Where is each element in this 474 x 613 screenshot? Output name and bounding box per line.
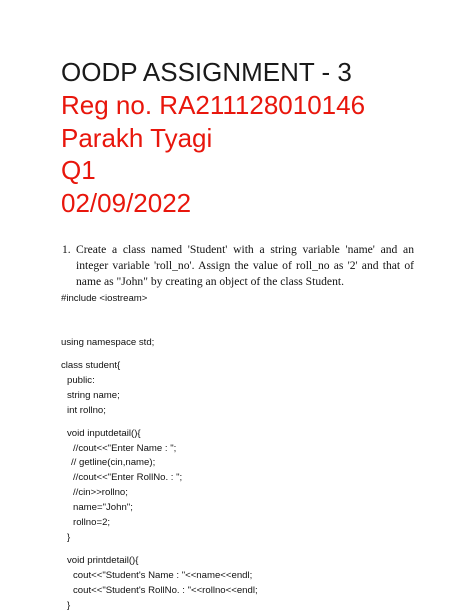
code-line: //cout<<"Enter RollNo. : "; [73,472,183,483]
code-line: public: [67,375,95,386]
code-line: int rollno; [67,405,106,416]
code-line: // getline(cin,name); [71,457,156,468]
question-item [62,242,414,290]
assignment-title: OODP ASSIGNMENT - 3 [61,57,352,87]
code-line: } [67,600,71,611]
code-line: rollno=2; [73,517,111,528]
code-line: string name; [67,390,120,401]
question-text: Create a class named 'Student' with a string variable 'name' and an integer variable 'roll_no'. Assign the value of roll_no as '2' and that of name as "John" by creating an object of the class Student. [76,243,414,288]
code-line: class student{ [61,360,121,371]
code-line: name="John"; [73,502,133,513]
code-line: #include <iostream> [61,293,148,304]
code-line: using namespace std; [61,337,155,348]
code-line: cout<<"Student's RollNo. : "<<rollno<<endl; [73,585,258,596]
code-line: //cout<<"Enter Name : "; [73,443,177,454]
registration-number: Reg no. RA211128010146 [61,90,366,120]
code-line: void printdetail(){ [67,555,139,566]
question-id: Q1 [61,155,96,185]
code-line: void inputdetail(){ [67,428,141,439]
question-number: 1. [62,243,71,256]
student-name: Parakh Tyagi [61,123,213,153]
code-line: //cin>>rollno; [73,487,128,498]
assignment-date: 02/09/2022 [61,188,192,218]
code-line: cout<<"Student's Name : "<<name<<endl; [73,570,253,581]
code-line: } [67,532,71,543]
